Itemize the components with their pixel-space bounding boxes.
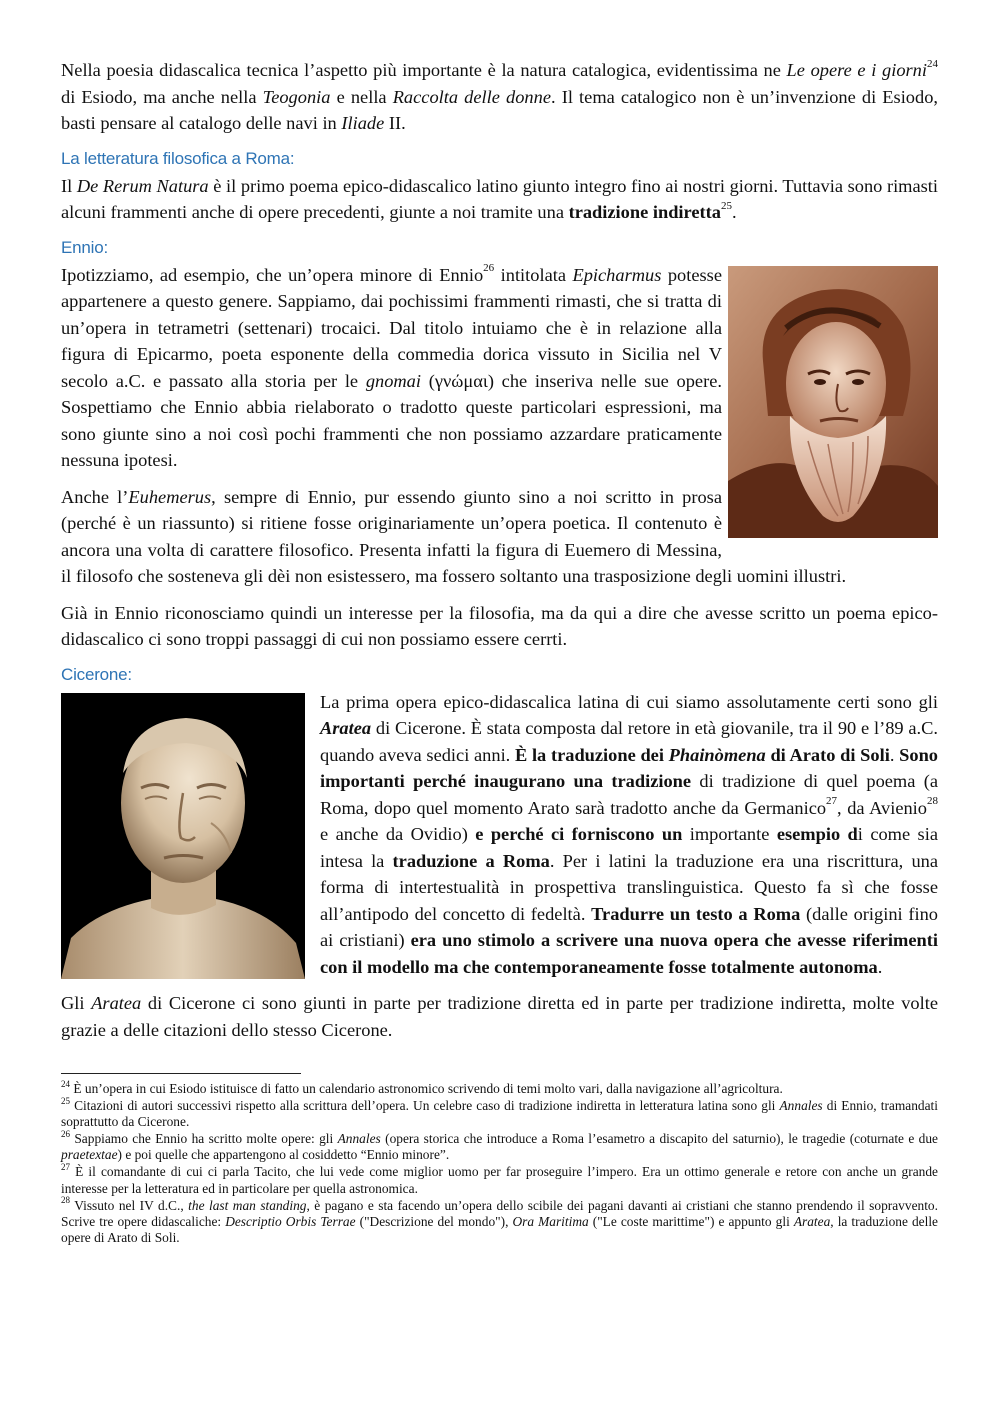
footnote-ref-26[interactable]: 26 (483, 262, 495, 275)
text-run: . Per i latini la traduzione era una riscrittura, una forma di intertestualità in prospettiva translinguistica. Questo fa sì che fosse all’antipodo del concetto di fedeltà. (320, 850, 938, 924)
title-epicharmus: Epicharmus (572, 264, 662, 285)
text-run: Citazioni di autori successivi rispetto alla scrittura dell’opera. Un celebre caso di tradizione indiretta in letteratura latina sono gli (70, 1098, 780, 1114)
text-run: Sappiamo che Ennio ha scritto molte opere: gli (70, 1131, 338, 1147)
footnote-24 (61, 1078, 938, 1097)
text-run: È un’opera in cui Esiodo istituisce di fatto un calendario astronomico scrivendo di temi molto vari, dalla navigazione all’agricoltura. (70, 1081, 783, 1096)
text-run: è il primo poema epico-didascalico latino giunto integro fino ai nostri giorni. Tuttavia sono rimasti alcuni frammenti anche di opere precedenti, giunte a noi tramite una (61, 175, 939, 222)
footnote-25 (61, 1095, 938, 1130)
footnote-number: 24 (61, 1078, 70, 1089)
footnote-27 (61, 1164, 938, 1196)
bold-run: e perché ci forniscono un (475, 824, 683, 844)
text-run: Nella poesia didascalica tecnica l’aspetto più importante è la natura catalogica, evidentissima ne (61, 60, 787, 80)
text-run: (opera storica che introduce a Roma l’esametro a discapito del saturnio), le tragedie (coturnate e due (380, 1131, 938, 1147)
ennio-portrait-icon (728, 266, 938, 538)
bold-run: Sono importanti perché inaugurano una tradizione (320, 744, 938, 791)
title-annales: Annales (779, 1098, 823, 1114)
footnote-ref-27[interactable]: 27 (826, 795, 838, 808)
footnote-28 (61, 1195, 939, 1246)
title-euhemerus: Euhemerus (128, 486, 212, 507)
text-run: di Cicerone ci sono giunti in parte per tradizione diretta ed in parte per tradizione indiretta, molte volte grazie a delle citazioni dello stesso Cicerone. (61, 993, 938, 1040)
text-run: (dalle origini fino ai cristiani) (320, 903, 938, 950)
footnote-26 (61, 1128, 938, 1163)
ennio-portrait-figure (728, 266, 938, 538)
title-iliade: Iliade (341, 113, 385, 133)
title-aratea: Aratea (793, 1213, 831, 1229)
heading-letteratura-filosofica: La letteratura filosofica a Roma: (61, 148, 295, 168)
text-run: È il comandante di cui ci parla Tacito, che lui vede come miglior uomo per far proseguire l’impero. Era un ottimo generale e retore con anche un grande interesse per la letteratura ed in particolare per quella astronomica. (61, 1164, 938, 1196)
text-run: di tradizione di quel poema (a Roma, dopo quel momento Arato sarà tradotto anche da Germanico (320, 771, 938, 818)
text-run: ("Le coste marittime") e appunto gli (588, 1213, 794, 1229)
text-run: Il (61, 175, 77, 196)
text-run: II. (384, 113, 406, 133)
text-run: . (731, 202, 737, 222)
title-annales: Annales (337, 1131, 381, 1147)
text-run: e nella (330, 86, 393, 107)
text-run: e anche da Ovidio) (320, 824, 476, 844)
heading-cicerone: Cicerone: (61, 664, 132, 684)
text-run: (γνώμαι) che inseriva nelle sue opere. Sospettiamo che Ennio abbia rielaborato o tradotto queste particolari espressioni, ma sono giunte sino a noi così pochi frammenti che non possiamo azzardare praticamente nessuna ipotesi. (61, 370, 722, 470)
bold-run: esempio d (776, 824, 858, 844)
text-run: Vissuto nel IV d.C., (70, 1197, 189, 1213)
term-praetextae: praetextae (61, 1147, 118, 1163)
text-run: Anche l’ (61, 486, 129, 507)
title-aratea: Aratea (91, 993, 142, 1013)
text-run: La prima opera epico-didascalica latina di cui siamo assolutamente certi sono gli (320, 691, 938, 712)
bold-run: Tradurre un testo a Roma (591, 903, 801, 924)
cicero-bust-icon (61, 693, 305, 979)
title-raccolta-donne: Raccolta delle donne (392, 86, 551, 107)
text-run: intitolata (494, 264, 573, 285)
title-ora-maritima: Ora Maritima (512, 1213, 589, 1229)
bold-run: era uno stimolo a scrivere una nuova opera che avesse riferimenti con il modello ma che contemporaneamente fosse totalmente autonoma (320, 930, 938, 977)
document-page (61, 57, 938, 1247)
text-run: , da Avienio (837, 797, 927, 818)
text-run: Gli (61, 993, 92, 1013)
title-de-rerum-natura: De Rerum Natura (76, 175, 209, 196)
bold-run: traduzione a Roma (392, 850, 550, 871)
text-run: . Il tema catalogico non è un’invenzione di Esiodo, basti pensare al catalogo delle navi in (61, 86, 938, 133)
footnote-number: 28 (61, 1195, 70, 1206)
text-run: di Ennio, tramandati soprattutto da Cicerone. (61, 1098, 938, 1130)
footnote-ref-28[interactable]: 28 (926, 795, 938, 808)
text-run: ("Descrizione del mondo"), (355, 1213, 513, 1229)
footnote-ref-24[interactable]: 24 (926, 57, 938, 70)
title-teogonia: Teogonia (262, 86, 331, 107)
paragraph-aratea-tradizione (61, 990, 938, 1043)
text-run: di Cicerone. È stata composta dal retore in età giovanile, tra il 90 e l’89 a.C. quando aveva sedici anni. (320, 718, 938, 765)
footnote-number: 27 (61, 1162, 70, 1172)
paragraph-ennio-filosofia: Già in Ennio riconosciamo quindi un interesse per la filosofia, ma da qui a dire che avesse scritto un poema epico-didascalico ci sono troppi passaggi di cui non possiamo essere cerrti. (61, 602, 938, 649)
text-run: , è pagano e sta facendo un’opera dello scibile dei pagani davanti ai cristiani che stanno prendendo il sopravvento. Scrive tre opere didascaliche: (61, 1197, 938, 1229)
phrase-last-man-standing: the last man standing (188, 1197, 307, 1213)
paragraph-catalogic (61, 57, 938, 137)
text-run: ) e poi quelle che appartengono al cosiddetto “Ennio minore”. (117, 1147, 450, 1163)
bold-tradizione-indiretta: tradizione indiretta (568, 202, 721, 222)
footnote-ref-25[interactable]: 25 (720, 199, 732, 212)
text-run: i come sia intesa la (320, 824, 938, 871)
text-run: Ipotizziamo, ad esempio, che un’opera minore di Ennio (61, 264, 484, 285)
text-run: . (877, 956, 883, 977)
footnote-number: 26 (61, 1128, 70, 1139)
text-run: , sempre di Ennio, pur essendo giunto sino a noi scritto in prosa (perché è un riassunto) si ritiene fosse originariamente un’opera poetica. Il contenuto è ancora una volta di carattere filosofico. Presenta infatti la figura di Euemero di Messina, il filosofo che sosteneva gli dèi non esistessero, ma fossero soltanto una trasposizione degli uomini illustri. (61, 486, 847, 586)
title-opere-e-giorni: Le opere e i giorni (786, 60, 927, 80)
paragraph-de-rerum-natura (61, 173, 938, 226)
bold-run: di Arato di Soli (765, 744, 890, 765)
bold-run: È la traduzione dei (514, 744, 669, 765)
title-phainomena: Phainòmena (668, 744, 766, 765)
heading-ennio: Ennio: (61, 237, 109, 257)
footnote-number: 25 (61, 1095, 70, 1106)
footnote-separator (61, 1073, 301, 1074)
title-descriptio-orbis: Descriptio Orbis Terrae (225, 1213, 356, 1229)
term-gnomai: gnomai (365, 370, 421, 391)
text-run: potesse appartenere a questo genere. Sappiamo, dai pochissimi frammenti rimasti, che si tratta di un’opera in tetrametri (settenari) trocaici. Dal titolo intuiamo che è in relazione alla figura di Epicarmo, poeta esponente della commedia dorica vissuto in Sicilia nel V secolo a.C. e passato alla storia per le (61, 264, 722, 391)
text-run: di Esiodo, ma anche nella (61, 86, 263, 107)
text-run: . (889, 744, 900, 765)
title-aratea-bold: Aratea (320, 718, 372, 738)
cicero-bust-figure (61, 693, 305, 979)
text-run: , la traduzione delle opere di Arato di Soli. (61, 1213, 939, 1245)
text-run: importante (682, 824, 777, 844)
